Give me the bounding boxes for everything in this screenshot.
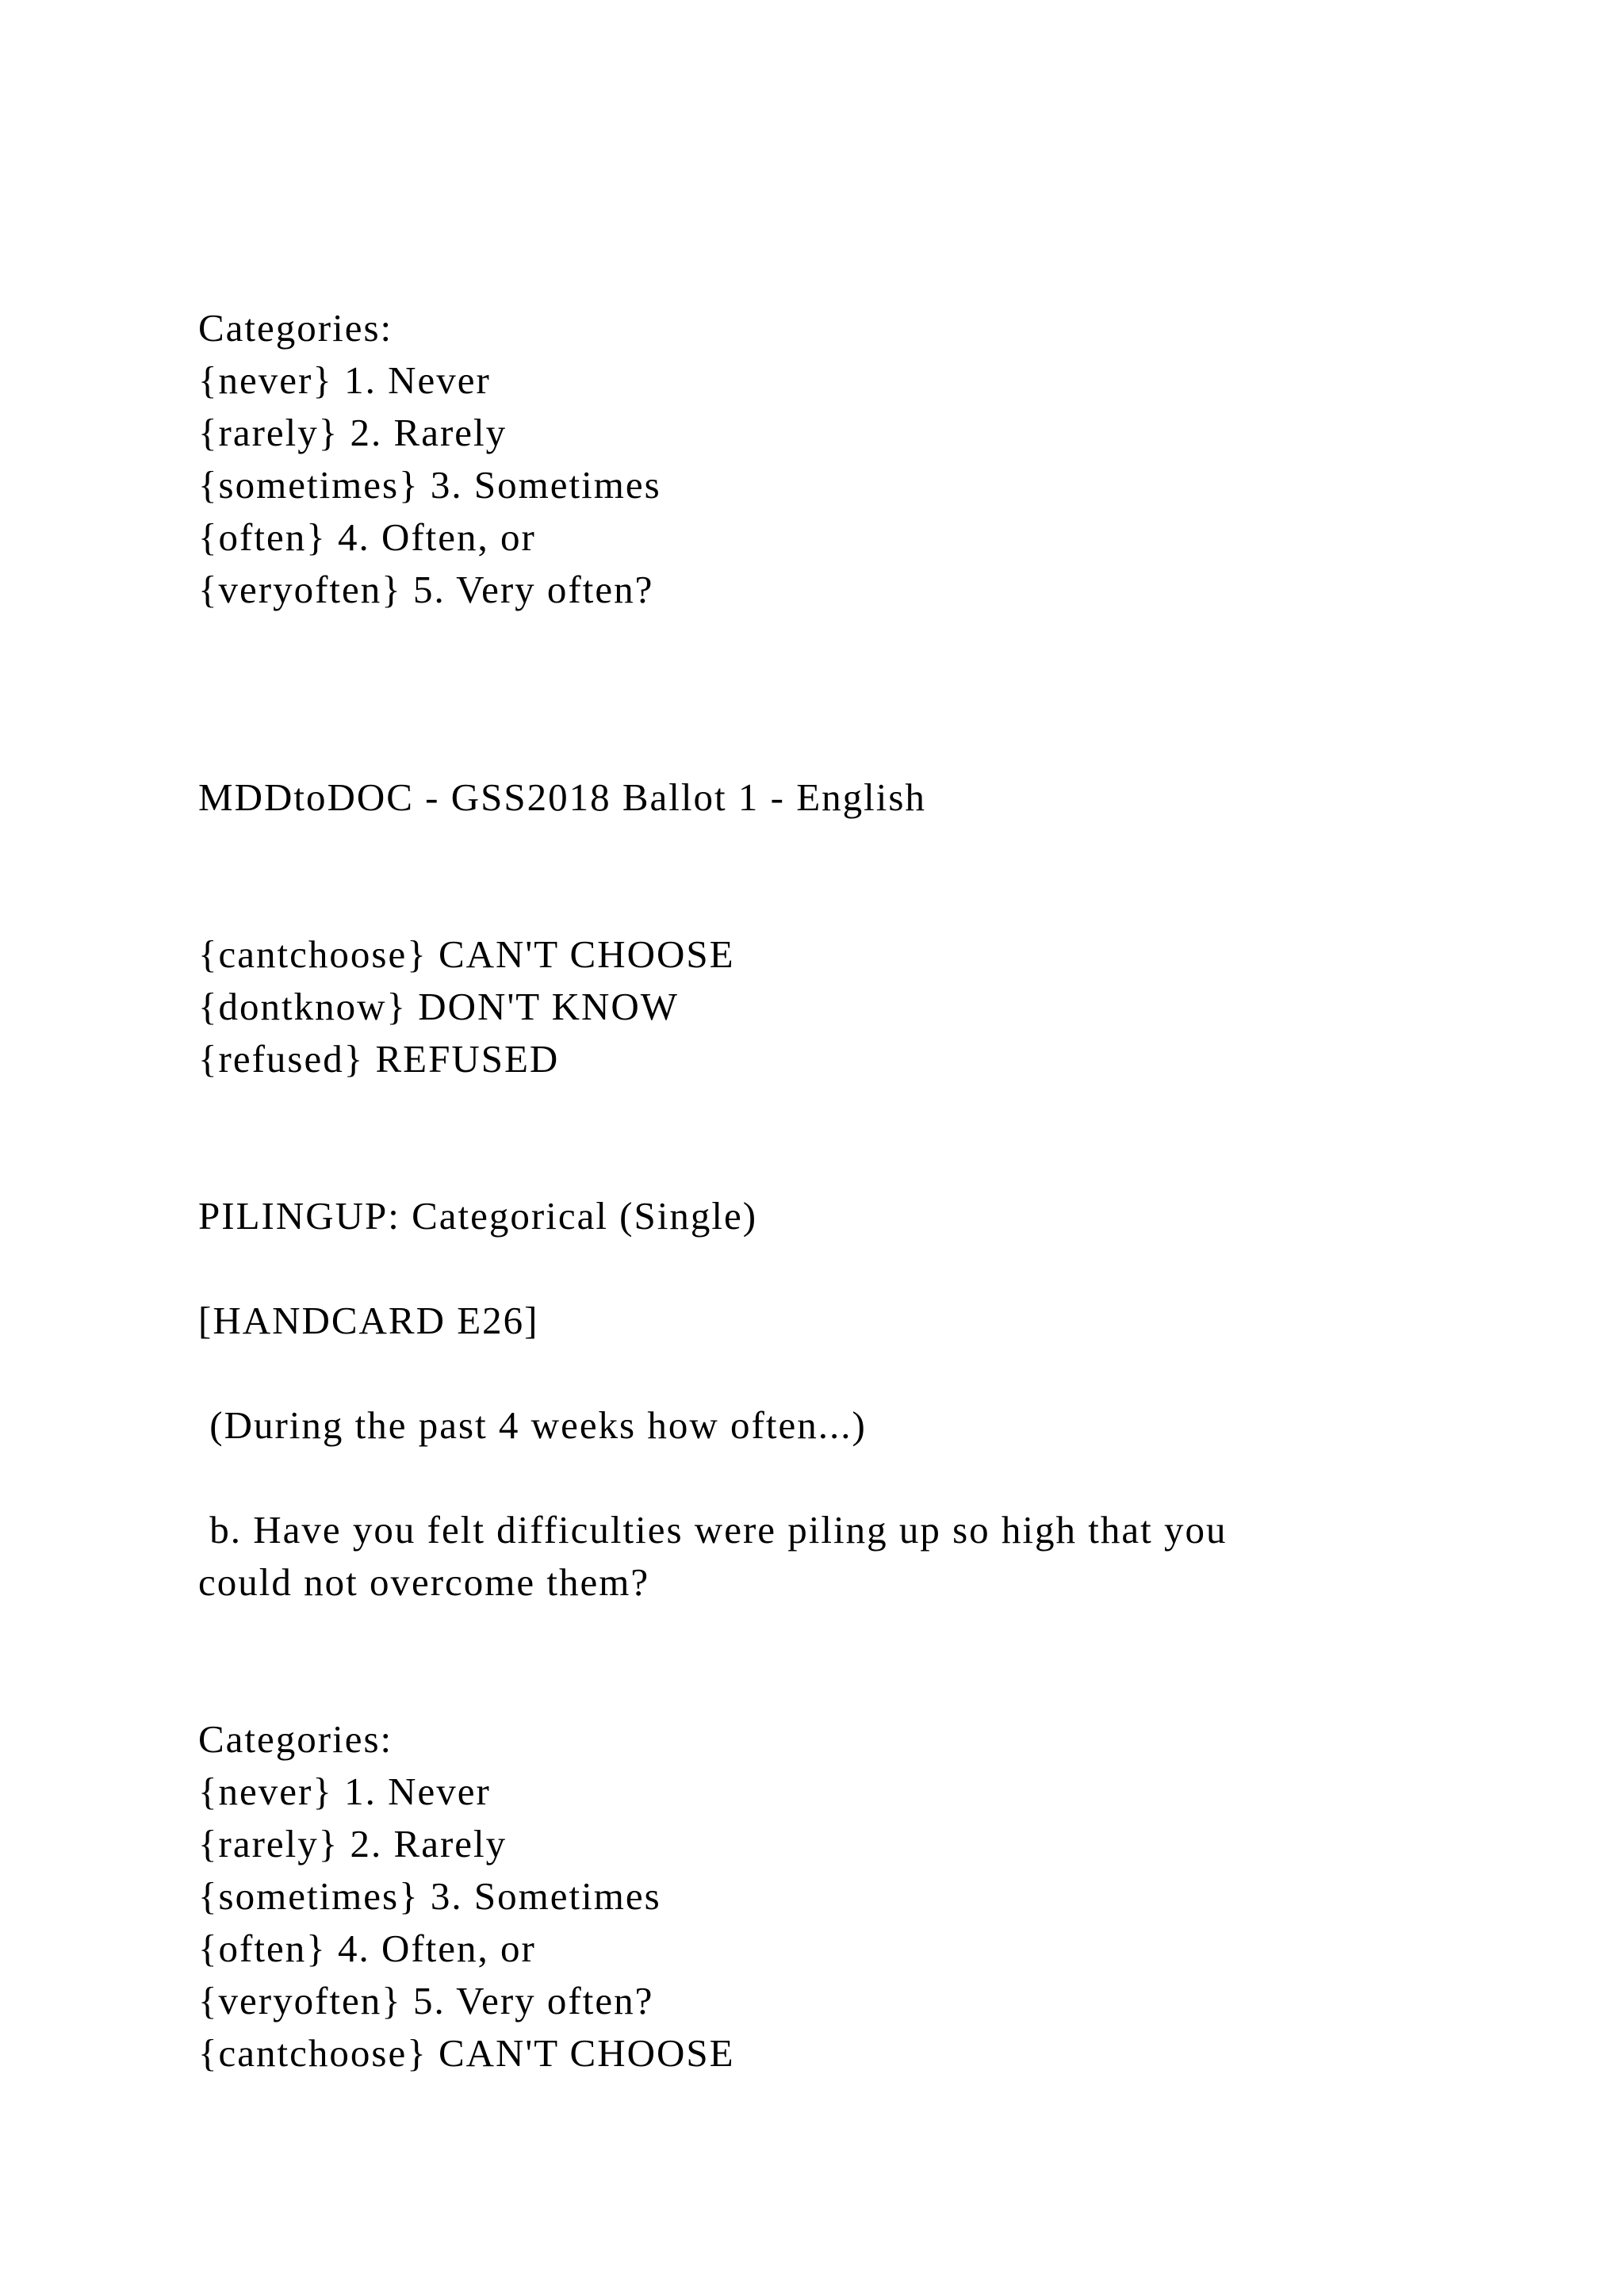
categories-label: Categories: bbox=[198, 306, 393, 350]
category-item: {often} 4. Often, or bbox=[198, 515, 536, 559]
question-text-line2: could not overcome them? bbox=[198, 1560, 650, 1604]
variable-name: PILINGUP: Categorical (Single) bbox=[198, 1194, 758, 1238]
category-item: {sometimes} 3. Sometimes bbox=[198, 463, 661, 507]
question-text-line1: b. Have you felt difficulties were piling up so high that you bbox=[198, 1508, 1228, 1552]
categories-label: Categories: bbox=[198, 1717, 393, 1761]
category-item: {never} 1. Never bbox=[198, 358, 491, 402]
handcard-label: [HANDCARD E26] bbox=[198, 1299, 539, 1342]
category-item: {refused} REFUSED bbox=[198, 1037, 560, 1081]
category-item: {dontknow} DON'T KNOW bbox=[198, 985, 679, 1028]
category-item: {rarely} 2. Rarely bbox=[198, 411, 508, 454]
category-item: {veryoften} 5. Very often? bbox=[198, 568, 654, 611]
category-item: {cantchoose} CAN'T CHOOSE bbox=[198, 932, 735, 976]
document-header: MDDtoDOC - GSS2018 Ballot 1 - English bbox=[198, 775, 926, 819]
category-item: {never} 1. Never bbox=[198, 1770, 491, 1813]
category-item: {rarely} 2. Rarely bbox=[198, 1822, 508, 1866]
category-item: {cantchoose} CAN'T CHOOSE bbox=[198, 2031, 735, 2075]
category-item: {often} 4. Often, or bbox=[198, 1927, 536, 1970]
category-item: {veryoften} 5. Very often? bbox=[198, 1979, 654, 2022]
question-intro: (During the past 4 weeks how often...) bbox=[198, 1403, 867, 1447]
category-item: {sometimes} 3. Sometimes bbox=[198, 1874, 661, 1918]
